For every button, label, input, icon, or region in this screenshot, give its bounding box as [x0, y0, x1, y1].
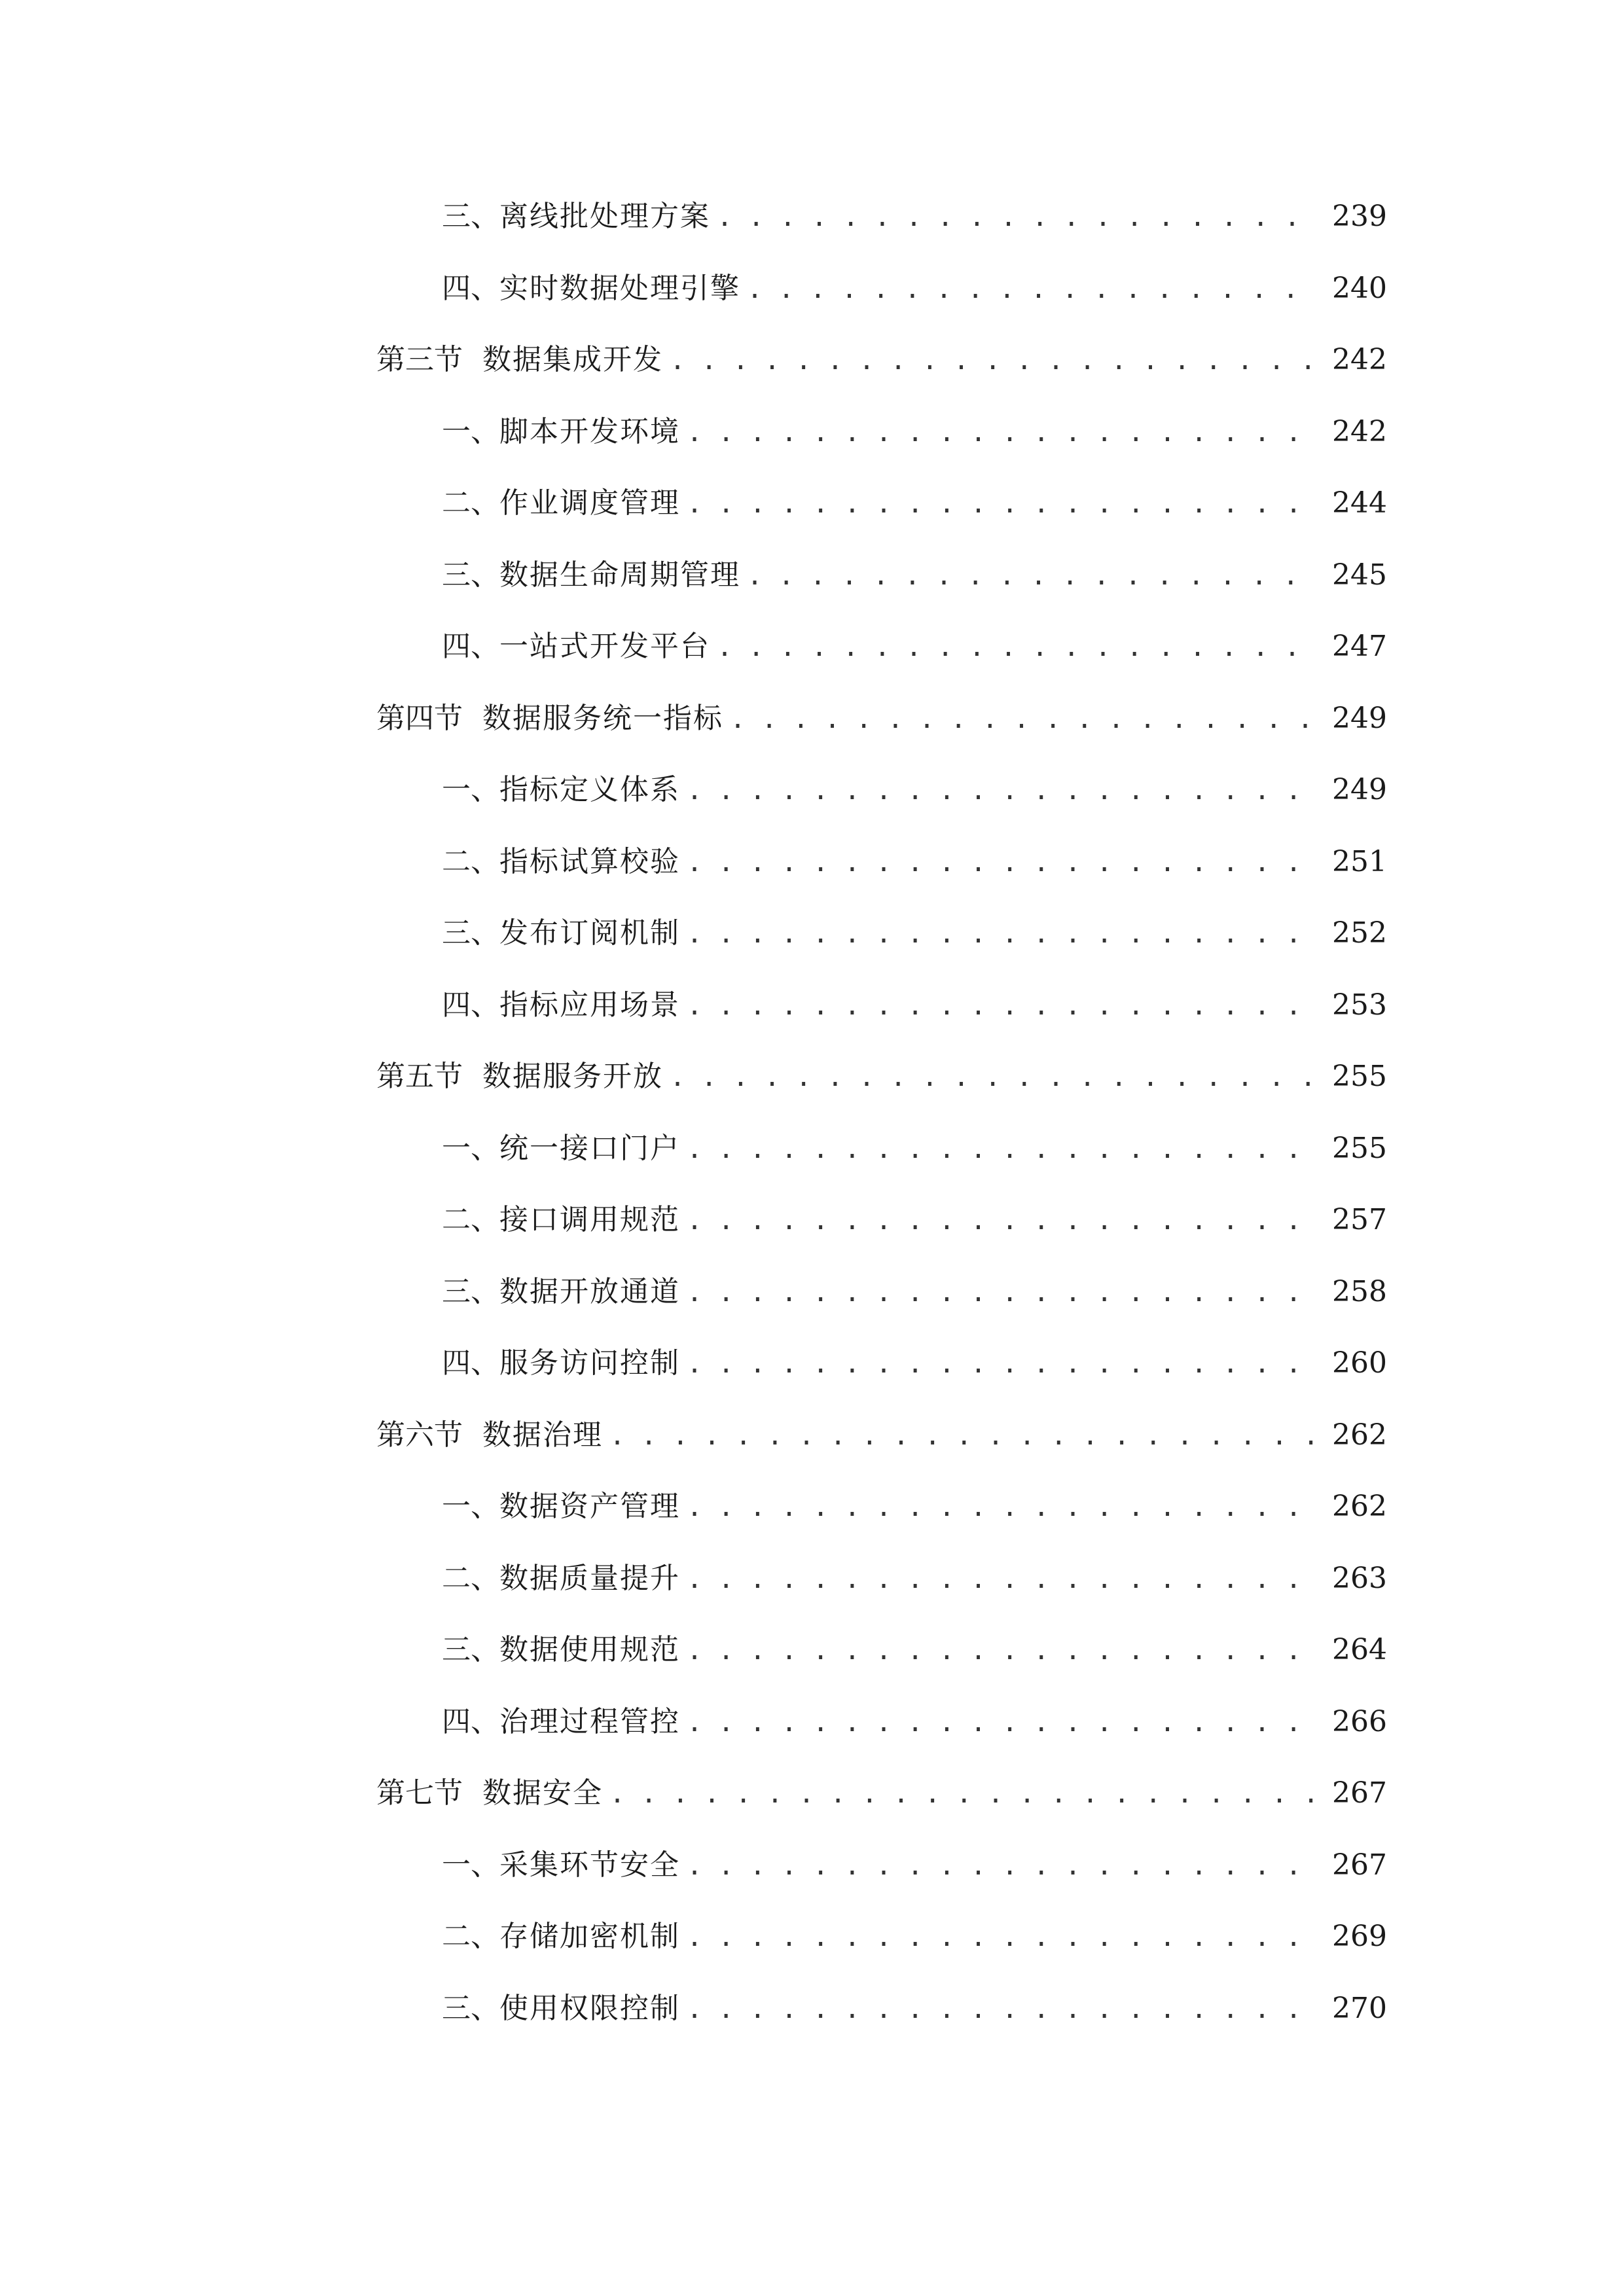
toc-section-number: 第三节: [376, 343, 463, 376]
toc-entry-title: 统一接口门户: [499, 1131, 680, 1165]
toc-section-title: 数据服务开放: [482, 1060, 663, 1093]
toc-entry-title: 使用权限控制: [499, 1991, 680, 2025]
toc-entry-number: 一、: [442, 1490, 499, 1523]
toc-entry[interactable]: [376, 1982, 1387, 2054]
toc-section-title: 数据治理: [482, 1418, 603, 1452]
toc-entry-page: 270: [1332, 1991, 1387, 2025]
toc-entry[interactable]: [376, 1695, 1387, 1767]
toc-entry-title: 指标定义体系: [499, 773, 680, 806]
dot-leader: [747, 549, 1320, 603]
toc-entry[interactable]: [376, 1122, 1387, 1194]
table-of-contents: [376, 190, 1387, 2053]
toc-entry-title: 治理过程管控: [499, 1704, 680, 1738]
toc-entry-page: 252: [1332, 916, 1387, 950]
dot-leader: [687, 406, 1320, 459]
toc-entry[interactable]: [376, 262, 1387, 334]
toc-section-page: 242: [1332, 343, 1387, 376]
toc-entry-number: 三、: [442, 200, 499, 233]
toc-entry[interactable]: [376, 978, 1387, 1050]
toc-entry-title: 数据生命周期管理: [499, 558, 740, 592]
toc-section-page: 255: [1332, 1060, 1387, 1093]
toc-entry-number: 三、: [442, 1633, 499, 1666]
toc-entry[interactable]: [376, 620, 1387, 692]
toc-entry[interactable]: [376, 1336, 1387, 1408]
dot-leader: [717, 620, 1320, 674]
toc-entry[interactable]: [376, 405, 1387, 477]
toc-entry-number: 三、: [442, 1991, 499, 2025]
toc-entry-page: 240: [1332, 271, 1387, 305]
toc-entry-page: 267: [1332, 1848, 1387, 1882]
toc-entry-title: 实时数据处理引擎: [499, 271, 740, 305]
dot-leader: [687, 1910, 1320, 1964]
toc-entry-page: 255: [1332, 1131, 1387, 1165]
toc-entry-number: 二、: [442, 1561, 499, 1595]
toc-entry[interactable]: [376, 763, 1387, 835]
toc-entry[interactable]: [376, 1623, 1387, 1695]
toc-entry[interactable]: [376, 190, 1387, 262]
toc-entry-number: 二、: [442, 844, 499, 878]
toc-entry-title: 数据开放通道: [499, 1274, 680, 1308]
toc-entry-number: 二、: [442, 1203, 499, 1236]
toc-entry-number: 四、: [442, 630, 499, 663]
toc-entry-title: 脚本开发环境: [499, 414, 680, 448]
toc-entry-title: 服务访问控制: [499, 1346, 680, 1380]
toc-entry[interactable]: [376, 1552, 1387, 1624]
toc-entry-page: 264: [1332, 1633, 1387, 1666]
toc-entry-page: 247: [1332, 630, 1387, 663]
dot-leader: [687, 1624, 1320, 1677]
toc-entry[interactable]: [376, 1839, 1387, 1910]
toc-entry-page: 239: [1332, 200, 1387, 233]
toc-entry-page: 242: [1332, 414, 1387, 448]
toc-entry-number: 三、: [442, 1274, 499, 1308]
dot-leader: [687, 1696, 1320, 1749]
dot-leader: [609, 1767, 1320, 1821]
toc-section-entry[interactable]: [376, 692, 1387, 764]
toc-entry[interactable]: [376, 476, 1387, 548]
toc-entry-number: 一、: [442, 1131, 499, 1165]
dot-leader: [687, 1266, 1320, 1319]
dot-leader: [687, 1480, 1320, 1534]
toc-section-page: 262: [1332, 1418, 1387, 1452]
toc-entry[interactable]: [376, 835, 1387, 907]
toc-section-title: 数据安全: [482, 1776, 603, 1810]
toc-entry-page: 263: [1332, 1561, 1387, 1595]
toc-entry-number: 四、: [442, 1704, 499, 1738]
toc-entry-number: 四、: [442, 271, 499, 305]
dot-leader: [687, 1552, 1320, 1606]
toc-entry-title: 数据资产管理: [499, 1490, 680, 1523]
toc-entry-page: 262: [1332, 1490, 1387, 1523]
toc-entry[interactable]: [376, 1265, 1387, 1337]
toc-section-entry[interactable]: [376, 333, 1387, 405]
toc-entry[interactable]: [376, 1480, 1387, 1552]
toc-section-entry[interactable]: [376, 1408, 1387, 1480]
toc-entry-number: 二、: [442, 1920, 499, 1953]
toc-entry[interactable]: [376, 1910, 1387, 1982]
toc-entry-page: 249: [1332, 773, 1387, 806]
toc-entry-title: 一站式开发平台: [499, 630, 710, 663]
toc-section-title: 数据服务统一指标: [482, 701, 723, 735]
dot-leader: [670, 1050, 1320, 1104]
toc-section-page: 267: [1332, 1776, 1387, 1810]
toc-entry-page: 253: [1332, 988, 1387, 1022]
toc-entry-title: 指标应用场景: [499, 988, 680, 1022]
dot-leader: [687, 1337, 1320, 1391]
toc-entry-title: 发布订阅机制: [499, 916, 680, 950]
dot-leader: [687, 1982, 1320, 2036]
toc-entry-number: 三、: [442, 558, 499, 592]
toc-entry-number: 二、: [442, 486, 499, 520]
toc-section-number: 第七节: [376, 1776, 463, 1810]
toc-entry-page: 260: [1332, 1346, 1387, 1380]
toc-section-entry[interactable]: [376, 1767, 1387, 1839]
toc-entry-page: 245: [1332, 558, 1387, 592]
dot-leader: [730, 692, 1320, 746]
toc-entry-title: 接口调用规范: [499, 1203, 680, 1236]
toc-section-page: 249: [1332, 701, 1387, 735]
toc-entry-number: 四、: [442, 988, 499, 1022]
toc-entry-title: 数据质量提升: [499, 1561, 680, 1595]
toc-entry-title: 数据使用规范: [499, 1633, 680, 1666]
toc-section-number: 第五节: [376, 1060, 463, 1093]
toc-entry-title: 存储加密机制: [499, 1920, 680, 1953]
dot-leader: [687, 1122, 1320, 1176]
dot-leader: [670, 334, 1320, 387]
toc-entry-number: 一、: [442, 1848, 499, 1882]
dot-leader: [687, 907, 1320, 961]
toc-entry-page: 258: [1332, 1274, 1387, 1308]
toc-entry[interactable]: [376, 548, 1387, 620]
toc-entry-title: 指标试算校验: [499, 844, 680, 878]
toc-entry-title: 采集环节安全: [499, 1848, 680, 1882]
toc-entry-page: 266: [1332, 1704, 1387, 1738]
dot-leader: [687, 1194, 1320, 1247]
toc-entry-page: 244: [1332, 486, 1387, 520]
dot-leader: [747, 262, 1320, 316]
dot-leader: [687, 979, 1320, 1033]
toc-entry-number: 四、: [442, 1346, 499, 1380]
toc-section-entry[interactable]: [376, 1050, 1387, 1122]
dot-leader: [687, 764, 1320, 817]
dot-leader: [717, 190, 1320, 244]
toc-section-title: 数据集成开发: [482, 343, 663, 376]
dot-leader: [609, 1409, 1320, 1463]
toc-entry[interactable]: [376, 906, 1387, 978]
toc-entry-number: 一、: [442, 414, 499, 448]
toc-entry[interactable]: [376, 1193, 1387, 1265]
toc-entry-number: 三、: [442, 916, 499, 950]
dot-leader: [687, 477, 1320, 531]
toc-entry-page: 251: [1332, 844, 1387, 878]
toc-entry-page: 257: [1332, 1203, 1387, 1236]
toc-entry-page: 269: [1332, 1920, 1387, 1953]
dot-leader: [687, 1839, 1320, 1893]
toc-entry-title: 作业调度管理: [499, 486, 680, 520]
toc-section-number: 第四节: [376, 701, 463, 735]
dot-leader: [687, 836, 1320, 889]
toc-section-number: 第六节: [376, 1418, 463, 1452]
toc-entry-title: 离线批处理方案: [499, 200, 710, 233]
toc-entry-number: 一、: [442, 773, 499, 806]
